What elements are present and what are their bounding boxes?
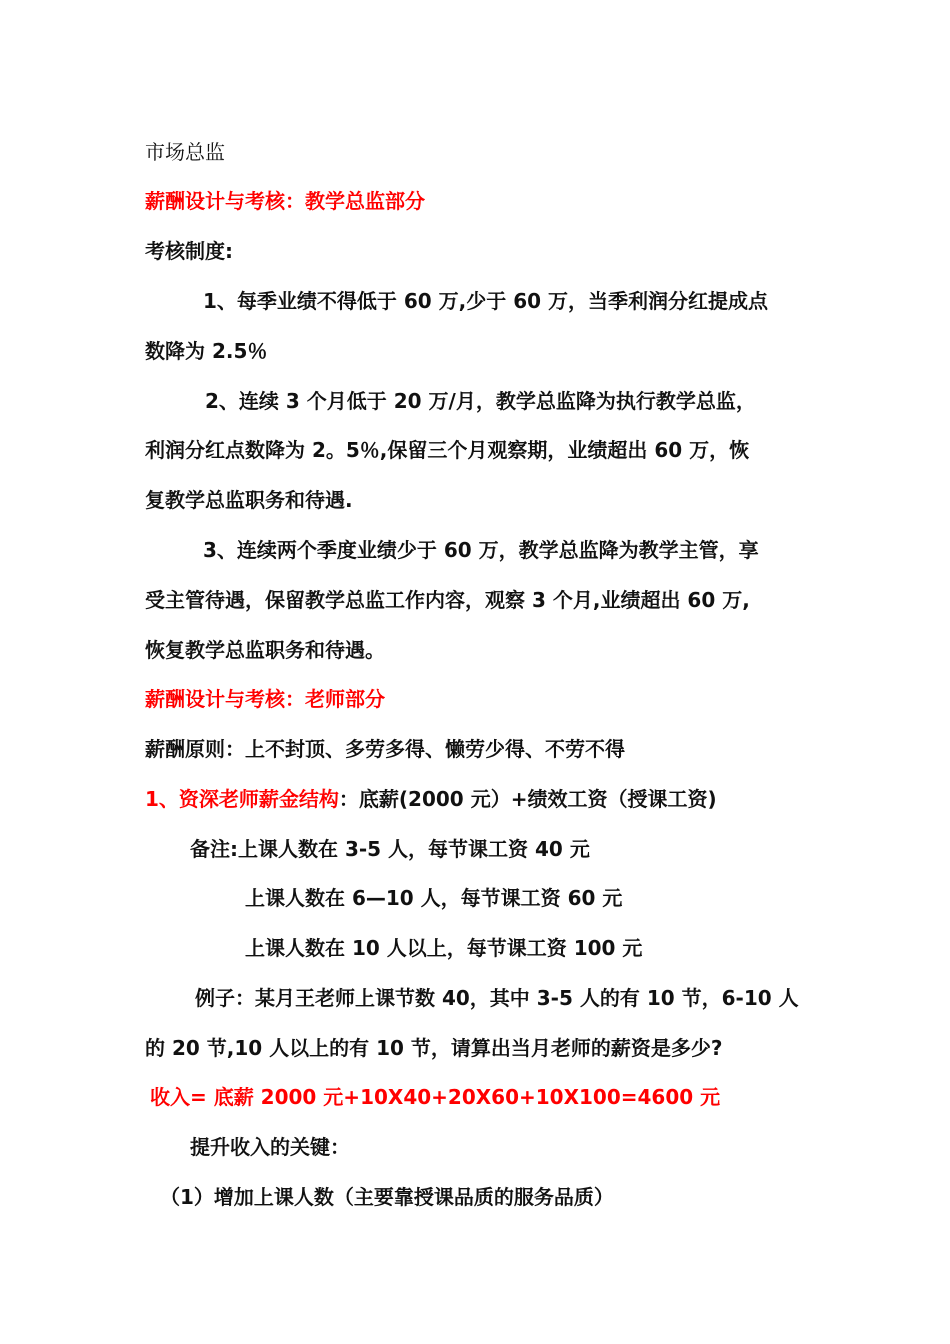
income-formula: 收入= 底薪 2000 元+10X40+20X60+10X100=4600 元 [150,1085,721,1109]
section-heading-director: 薪酬设计与考核：教学总监部分 [145,189,425,213]
example-line1: 例子：某月王老师上课节数 40，其中 3-5 人的有 10 节，6-10 人 [195,986,799,1010]
example-line2: 的 20 节,10 人以上的有 10 节，请算出当月老师的薪资是多少? [145,1036,723,1060]
assessment-label: 考核制度: [145,239,233,263]
rule3-line1: 3、连续两个季度业绩少于 60 万，教学总监降为教学主管，享 [203,538,759,562]
note-line1: 备注:上课人数在 3-5 人，每节课工资 40 元 [190,837,590,861]
pay-principle: 薪酬原则：上不封顶、多劳多得、懒劳少得、不劳不得 [145,737,625,761]
salary-structure-text: ：底薪(2000 元）+绩效工资（授课工资) [338,787,717,811]
salary-structure-label: 1、资深老师薪金结构 [145,787,339,811]
rule1-line1: 1、每季业绩不得低于 60 万,少于 60 万，当季利润分红提成点 [203,289,769,313]
rule2-line1: 2、连续 3 个月低于 20 万/月，教学总监降为执行教学总监， [205,389,756,413]
rule2-line2: 利润分红点数降为 2。5％,保留三个月观察期，业绩超出 60 万，恢 [145,438,750,462]
rule1-line2: 数降为 2.5％ [145,339,268,363]
note-line3: 上课人数在 10 人以上，每节课工资 100 元 [245,936,643,960]
rule2-line3: 复教学总监职务和待遇. [145,488,353,512]
section-heading-teacher: 薪酬设计与考核：老师部分 [145,687,385,711]
key-heading: 提升收入的关键： [190,1135,350,1159]
rule3-line3: 恢复教学总监职务和待遇。 [145,638,385,662]
rule3-line2: 受主管待遇，保留教学总监工作内容，观察 3 个月,业绩超出 60 万, [145,588,750,612]
doc-title: 市场总监 [145,140,225,164]
salary-structure [145,785,717,813]
key-item-1: （1）增加上课人数（主要靠授课品质的服务品质） [160,1185,614,1209]
note-line2: 上课人数在 6—10 人，每节课工资 60 元 [245,886,623,910]
